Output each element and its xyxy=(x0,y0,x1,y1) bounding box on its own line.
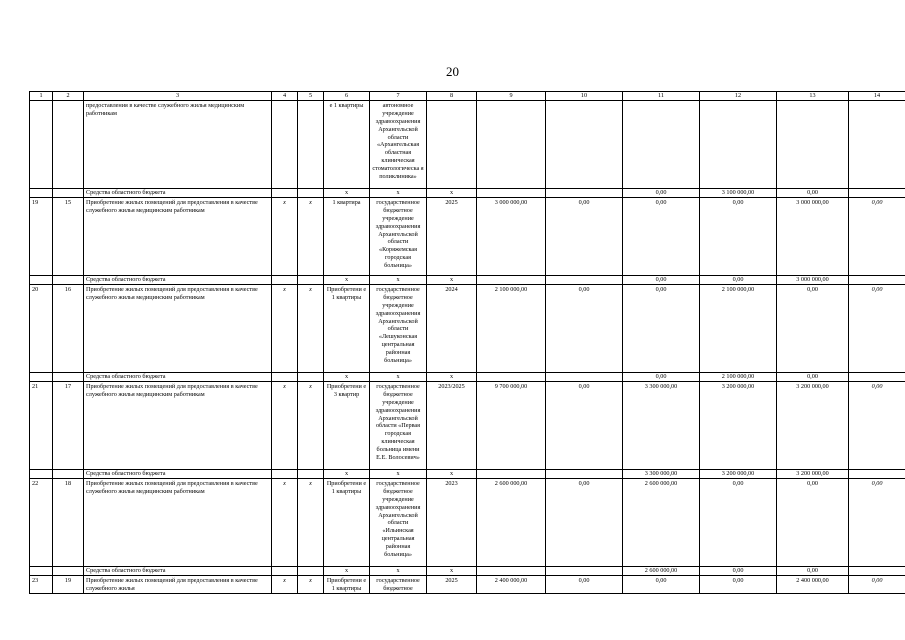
table-cell-col-6: х xyxy=(324,469,370,478)
table-cell-col-6: х xyxy=(324,275,370,284)
table-row xyxy=(30,478,905,566)
table-cell-col-11: 3 300 000,00 xyxy=(623,381,700,469)
table-cell-col-9 xyxy=(477,188,546,197)
table-cell-col-1 xyxy=(30,469,53,478)
table-cell-col-8: 2025 xyxy=(427,197,477,275)
table-cell-col-8 xyxy=(427,100,477,188)
table-cell-col-4 xyxy=(272,372,298,381)
table-cell-col-13: 2 400 000,00 xyxy=(777,575,849,593)
table-row xyxy=(30,284,905,372)
table-cell-col-8: х xyxy=(427,566,477,575)
table-cell-col-14: 0,00 xyxy=(849,478,905,566)
table-cell-col-6: 1 квартира xyxy=(324,197,370,275)
table-cell-col-7: автономное учреждение здравоохранения Архангельской области «Архангельская областная клиническая стоматологическа я поликлиника» xyxy=(370,100,427,188)
table-cell-col-14: 0,00 xyxy=(849,197,905,275)
table-cell-col-9 xyxy=(477,566,546,575)
table-cell-col-4: х xyxy=(272,575,298,593)
table-cell-col-10: 0,00 xyxy=(546,381,623,469)
table-cell-col-7: х xyxy=(370,275,427,284)
table-cell-col-14 xyxy=(849,372,905,381)
table-cell-col-6: Приобретени е 1 квартиры xyxy=(324,575,370,593)
table-cell-col-10: 0,00 xyxy=(546,478,623,566)
table-row xyxy=(30,197,905,275)
funding-source-row xyxy=(30,372,905,381)
table-cell-col-11: 0,00 xyxy=(623,372,700,381)
table-cell-col-1: 22 xyxy=(30,478,53,566)
table-cell-col-11 xyxy=(623,100,700,188)
table-cell-col-8: 2024 xyxy=(427,284,477,372)
column-number-header: 6 xyxy=(324,92,370,101)
table-cell-col-5 xyxy=(298,275,324,284)
page-number: 20 xyxy=(446,64,459,79)
table-cell-col-9: 3 000 000,00 xyxy=(477,197,546,275)
column-number-header: 2 xyxy=(53,92,84,101)
table-cell-col-1: 20 xyxy=(30,284,53,372)
table-cell-col-6: Приобретени е 3 квартир xyxy=(324,381,370,469)
table-cell-col-14 xyxy=(849,469,905,478)
table-cell-col-4: х xyxy=(272,284,298,372)
table-cell-col-4 xyxy=(272,566,298,575)
table-cell-col-14 xyxy=(849,188,905,197)
table-cell-col-4 xyxy=(272,188,298,197)
table-cell-col-1 xyxy=(30,188,53,197)
column-number-header: 9 xyxy=(477,92,546,101)
table-cell-col-10: 0,00 xyxy=(546,284,623,372)
table-cell-col-10: 0,00 xyxy=(546,575,623,593)
table-cell-col-12: 0,00 xyxy=(700,566,777,575)
table-cell-col-14: 0,00 xyxy=(849,284,905,372)
table-cell-col-11: 0,00 xyxy=(623,284,700,372)
table-cell-col-2 xyxy=(53,372,84,381)
table-cell-col-3: Средства областного бюджета xyxy=(84,275,272,284)
table-cell-col-11: 3 300 000,00 xyxy=(623,469,700,478)
table-cell-col-10 xyxy=(546,188,623,197)
table-cell-col-2: 19 xyxy=(53,575,84,593)
table-cell-col-4 xyxy=(272,469,298,478)
table-cell-col-13 xyxy=(777,100,849,188)
column-number-header: 3 xyxy=(84,92,272,101)
table-cell-col-3: предоставления в качестве служебного жилья медицинским работникам xyxy=(84,100,272,188)
table-cell-col-5: х xyxy=(298,478,324,566)
table-cell-col-5 xyxy=(298,372,324,381)
table-cell-col-4: х xyxy=(272,381,298,469)
table-cell-col-1 xyxy=(30,566,53,575)
table-cell-col-8: 2023/2025 xyxy=(427,381,477,469)
table-cell-col-1 xyxy=(30,372,53,381)
table-cell-col-3: Приобретение жилых помещений для предоставления в качестве служебного жилья медицинским работникам xyxy=(84,381,272,469)
column-number-header: 10 xyxy=(546,92,623,101)
table-cell-col-13: 3 200 000,00 xyxy=(777,381,849,469)
table-cell-col-6: х xyxy=(324,188,370,197)
table-cell-col-5 xyxy=(298,469,324,478)
table-cell-col-3: Средства областного бюджета xyxy=(84,372,272,381)
table-cell-col-11: 0,00 xyxy=(623,275,700,284)
table-cell-col-13: 0,00 xyxy=(777,478,849,566)
table-cell-col-7: х xyxy=(370,188,427,197)
table-cell-col-9 xyxy=(477,100,546,188)
table-cell-col-5: х xyxy=(298,284,324,372)
table-cell-col-13: 0,00 xyxy=(777,372,849,381)
table-cell-col-1 xyxy=(30,275,53,284)
table-cell-col-6: х xyxy=(324,566,370,575)
column-number-header: 7 xyxy=(370,92,427,101)
table-row xyxy=(30,575,905,593)
column-number-header: 14 xyxy=(849,92,905,101)
table-cell-col-5: х xyxy=(298,575,324,593)
budget-table xyxy=(29,91,905,594)
table-cell-col-7: государственное бюджетное xyxy=(370,575,427,593)
table-cell-col-14 xyxy=(849,100,905,188)
table-cell-col-2 xyxy=(53,469,84,478)
table-cell-col-7: государственное бюджетное учреждение здравоохранения Архангельской области «Ильинская центральная районная больница» xyxy=(370,478,427,566)
table-cell-col-1: 23 xyxy=(30,575,53,593)
table-cell-col-8: 2025 xyxy=(427,575,477,593)
column-number-header: 5 xyxy=(298,92,324,101)
table-cell-col-5 xyxy=(298,188,324,197)
table-cell-col-3: Средства областного бюджета xyxy=(84,188,272,197)
table-cell-col-2: 18 xyxy=(53,478,84,566)
table-cell-col-10 xyxy=(546,469,623,478)
table-cell-col-12: 2 100 000,00 xyxy=(700,372,777,381)
table-cell-col-11: 2 600 000,00 xyxy=(623,478,700,566)
table-cell-col-12 xyxy=(700,100,777,188)
table-cell-col-14: 0,00 xyxy=(849,381,905,469)
table-cell-col-2: 17 xyxy=(53,381,84,469)
funding-source-row xyxy=(30,275,905,284)
table-cell-col-10 xyxy=(546,275,623,284)
table-cell-col-4 xyxy=(272,100,298,188)
table-header-row xyxy=(30,92,905,101)
table-cell-col-2 xyxy=(53,100,84,188)
table-cell-col-9 xyxy=(477,275,546,284)
table-cell-col-9: 9 700 000,00 xyxy=(477,381,546,469)
funding-source-row xyxy=(30,566,905,575)
table-cell-col-1: 21 xyxy=(30,381,53,469)
table-cell-col-10 xyxy=(546,100,623,188)
table-cell-col-3: Приобретение жилых помещений для предоставления в качестве служебного жилья медицинским работникам xyxy=(84,284,272,372)
table-cell-col-7: х xyxy=(370,469,427,478)
table-cell-col-11: 0,00 xyxy=(623,188,700,197)
table-cell-col-10: 0,00 xyxy=(546,197,623,275)
table-cell-col-6: Приобретени е 1 квартиры xyxy=(324,478,370,566)
table-cell-col-12: 3 200 000,00 xyxy=(700,469,777,478)
table-cell-col-6: Приобретени е 1 квартиры xyxy=(324,284,370,372)
table-cell-col-13: 0,00 xyxy=(777,188,849,197)
table-cell-col-5: х xyxy=(298,197,324,275)
table-cell-col-9: 2 600 000,00 xyxy=(477,478,546,566)
table-cell-col-6: х xyxy=(324,372,370,381)
table-cell-col-6: е 1 квартиры xyxy=(324,100,370,188)
column-number-header: 8 xyxy=(427,92,477,101)
table-cell-col-12: 2 100 000,00 xyxy=(700,284,777,372)
table-cell-col-12: 0,00 xyxy=(700,197,777,275)
table-cell-col-11: 0,00 xyxy=(623,197,700,275)
table-cell-col-1 xyxy=(30,100,53,188)
table-cell-col-5 xyxy=(298,566,324,575)
table-cell-col-3: Приобретение жилых помещений для предоставления в качестве служебного жилья медицинским работникам xyxy=(84,478,272,566)
table-cell-col-2 xyxy=(53,566,84,575)
table-cell-col-2: 16 xyxy=(53,284,84,372)
table-cell-col-4: х xyxy=(272,197,298,275)
table-cell-col-10 xyxy=(546,566,623,575)
column-number-header: 11 xyxy=(623,92,700,101)
column-number-header: 1 xyxy=(30,92,53,101)
table-cell-col-10 xyxy=(546,372,623,381)
table-row xyxy=(30,381,905,469)
table-cell-col-12: 3 200 000,00 xyxy=(700,381,777,469)
column-number-header: 12 xyxy=(700,92,777,101)
table-cell-col-12: 3 100 000,00 xyxy=(700,188,777,197)
table-cell-col-3: Средства областного бюджета xyxy=(84,566,272,575)
table-cell-col-9 xyxy=(477,372,546,381)
table-cell-col-14 xyxy=(849,566,905,575)
table-cell-col-9: 2 100 000,00 xyxy=(477,284,546,372)
table-cell-col-2 xyxy=(53,188,84,197)
table-cell-col-8: х xyxy=(427,188,477,197)
table-cell-col-9: 2 400 000,00 xyxy=(477,575,546,593)
table-cell-col-7: государственное бюджетное учреждение здравоохранения Архангельской области «Лешуконская центральная районная больница» xyxy=(370,284,427,372)
table-cell-col-8: х xyxy=(427,372,477,381)
table-cell-col-11: 0,00 xyxy=(623,575,700,593)
table-cell-col-3: Приобретение жилых помещений для предоставления в качестве служебного жилья xyxy=(84,575,272,593)
funding-source-row xyxy=(30,469,905,478)
column-number-header: 13 xyxy=(777,92,849,101)
table-cell-col-5: х xyxy=(298,381,324,469)
funding-source-row xyxy=(30,188,905,197)
table-cell-col-3: Приобретение жилых помещений для предоставления в качестве служебного жилья медицинским работникам xyxy=(84,197,272,275)
table-cell-col-13: 3 000 000,00 xyxy=(777,197,849,275)
table-cell-col-12: 0,00 xyxy=(700,478,777,566)
table-cell-col-13: 3 200 000,00 xyxy=(777,469,849,478)
table-cell-col-8: х xyxy=(427,275,477,284)
table-cell-col-2: 15 xyxy=(53,197,84,275)
table-cell-col-12: 0,00 xyxy=(700,275,777,284)
table-cell-col-4 xyxy=(272,275,298,284)
table-cell-col-13: 0,00 xyxy=(777,566,849,575)
table-cell-col-14: 0,00 xyxy=(849,575,905,593)
table-cell-col-7: х xyxy=(370,372,427,381)
table-cell-col-8: х xyxy=(427,469,477,478)
table-cell-col-12: 0,00 xyxy=(700,575,777,593)
table-cell-col-7: государственное бюджетное учреждение здравоохранения Архангельской области «Первая городская клиническая больница имени Е.Е. Волосевич» xyxy=(370,381,427,469)
table-cell-col-7: х xyxy=(370,566,427,575)
table-cell-col-4: х xyxy=(272,478,298,566)
table-cell-col-3: Средства областного бюджета xyxy=(84,469,272,478)
table-cell-col-8: 2023 xyxy=(427,478,477,566)
table-cell-col-7: государственное бюджетное учреждение здравоохранения Архангельской области «Коряжемская городская больница» xyxy=(370,197,427,275)
table-cell-col-14 xyxy=(849,275,905,284)
table-cell-col-9 xyxy=(477,469,546,478)
table-row xyxy=(30,100,905,188)
column-number-header: 4 xyxy=(272,92,298,101)
table-cell-col-13: 0,00 xyxy=(777,284,849,372)
table-cell-col-1: 19 xyxy=(30,197,53,275)
table-cell-col-2 xyxy=(53,275,84,284)
table-cell-col-5 xyxy=(298,100,324,188)
table-cell-col-13: 3 000 000,00 xyxy=(777,275,849,284)
table-cell-col-11: 2 600 000,00 xyxy=(623,566,700,575)
